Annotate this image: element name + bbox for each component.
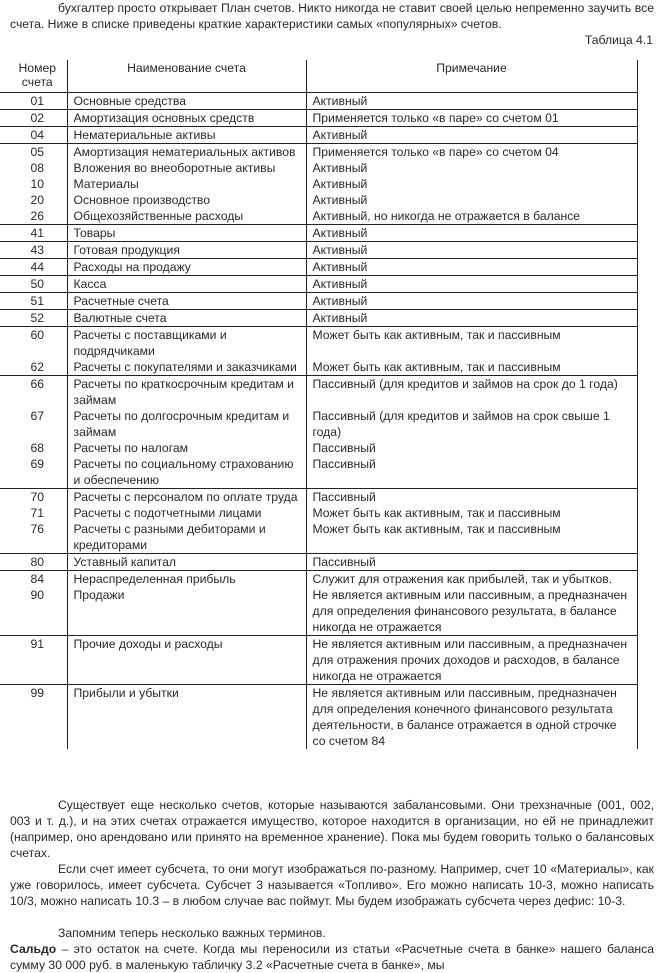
table-row [0, 554, 637, 571]
cell-account-number: 69 [0, 456, 67, 489]
cell-account-name: Расчеты по налогам [67, 440, 306, 456]
off-balance-paragraph: Существует еще несколько счетов, которые называются забалансовыми. Они трехзначные (001, 002, 003 и т. д.), и на этих счетах отражается имущество, которое находится в организации, но ей не принадлежит (например, оно арендовано или принято на временное хранение). Пока мы будем говорить только о балансовых счетах. [10, 798, 654, 860]
cell-account-name: Валютные счета [67, 310, 306, 327]
table-row [0, 225, 637, 242]
cell-note: Активный [306, 93, 637, 110]
cell-account-name: Нематериальные активы [67, 127, 306, 144]
cell-account-name: Расчеты с разными дебиторами и кредиторами [67, 521, 306, 554]
cell-account-number: 26 [0, 208, 67, 225]
intro-paragraph: бухгалтер просто открывает План счетов. Никто никогда не ставит своей целью непременно заучить все счета. Ниже в списке приведены краткие характеристики самых «популярных» счетов. [10, 1, 654, 31]
cell-account-number: 52 [0, 310, 67, 327]
cell-note: Может быть как активным, так и пассивным [306, 327, 637, 360]
table-row [0, 376, 637, 409]
cell-account-number: 10 [0, 176, 67, 192]
cell-account-number: 60 [0, 327, 67, 360]
cell-account-number: 84 [0, 571, 67, 588]
cell-note: Применяется только «в паре» со счетом 01 [306, 110, 637, 127]
cell-account-name: Амортизация нематериальных активов [67, 144, 306, 161]
cell-note: Активный [306, 225, 637, 242]
cell-account-name: Расчеты по долгосрочным кредитам и займам [67, 408, 306, 440]
cell-account-number: 66 [0, 376, 67, 409]
cell-account-name: Расчеты по краткосрочным кредитам и займам [67, 376, 306, 409]
cell-account-number: 50 [0, 276, 67, 293]
cell-account-number: 02 [0, 110, 67, 127]
table-row [0, 242, 637, 259]
table-row [0, 636, 637, 685]
cell-account-name: Товары [67, 225, 306, 242]
cell-note: Активный [306, 259, 637, 276]
header-account-name: Наименование счета [67, 60, 306, 93]
cell-account-name: Готовая продукция [67, 242, 306, 259]
cell-account-name: Расчеты с покупателями и заказчиками [67, 359, 306, 376]
cell-note: Активный [306, 276, 637, 293]
cell-account-number: 62 [0, 359, 67, 376]
table-header-row [0, 60, 637, 93]
cell-account-name: Прочие доходы и расходы [67, 636, 306, 685]
cell-account-number: 44 [0, 259, 67, 276]
table-row [0, 259, 637, 276]
cell-account-number: 67 [0, 408, 67, 440]
cell-account-number: 90 [0, 587, 67, 636]
table-row [0, 127, 637, 144]
table-row [0, 587, 637, 636]
cell-note: Активный [306, 242, 637, 259]
cell-note: Активный [306, 160, 637, 176]
table-row [0, 160, 637, 176]
cell-account-name: Расчетные счета [67, 293, 306, 310]
cell-account-number: 51 [0, 293, 67, 310]
cell-account-name: Расходы на продажу [67, 259, 306, 276]
cell-note: Пассивный [306, 554, 637, 571]
table-row [0, 276, 637, 293]
cell-account-number: 08 [0, 160, 67, 176]
header-account-number: Номер счета [0, 60, 67, 93]
cell-note: Активный [306, 176, 637, 192]
header-note: Примечание [306, 60, 637, 93]
cell-account-number: 41 [0, 225, 67, 242]
cell-note: Пассивный [306, 456, 637, 489]
cell-account-name: Расчеты с поставщиками и подрядчиками [67, 327, 306, 360]
subaccount-paragraph: Если счет имеет субсчета, то они могут изображаться по-разному. Например, счет 10 «Материалы», как уже говорилось, имеет субсчета. Субсчет 3 называется «Топливо». Его можно написать 10-3, можно написать 10/3, можно написать 10.3 – в любом случае вас поймут. Мы будем изображать субсчета через дефис: 10-3. [10, 862, 654, 908]
cell-account-number: 68 [0, 440, 67, 456]
saldo-term: Сальдо [10, 942, 57, 956]
cell-account-number: 05 [0, 144, 67, 161]
table-row [0, 408, 637, 440]
cell-note: Активный, но никогда не отражается в балансе [306, 208, 637, 225]
table-row [0, 359, 637, 376]
cell-note: Активный [306, 310, 637, 327]
cell-account-name: Основное производство [67, 192, 306, 208]
table-row [0, 505, 637, 521]
cell-note: Может быть как активным, так и пассивным [306, 359, 637, 376]
cell-note: Может быть как активным, так и пассивным [306, 521, 637, 554]
table-row [0, 571, 637, 588]
table-row [0, 293, 637, 310]
table-row [0, 208, 637, 225]
table-row [0, 327, 637, 360]
cell-note: Может быть как активным, так и пассивным [306, 505, 637, 521]
cell-note: Активный [306, 293, 637, 310]
saldo-definition: – это остаток на счете. Когда мы переносили из статьи «Расчетные счета в банке» нашего баланса сумму 30 000 руб. в маленькую табличку 3.2 «Расчетные счета в банке», мы [10, 942, 654, 972]
table-row [0, 685, 637, 750]
cell-account-number: 76 [0, 521, 67, 554]
accounts-table [0, 60, 638, 749]
cell-note: Служит для отражения как прибылей, так и убытков. [306, 571, 637, 588]
cell-note: Пассивный [306, 489, 637, 506]
terms-intro-paragraph: Запомним теперь несколько важных терминов. [58, 926, 326, 940]
cell-account-name: Материалы [67, 176, 306, 192]
table-row [0, 310, 637, 327]
table-row [0, 144, 637, 161]
cell-note: Не является активным или пассивным, а предназначен для отражения прочих доходов и расходов, в балансе никогда не отражается [306, 636, 637, 685]
cell-account-name: Нераспределенная прибыль [67, 571, 306, 588]
table-row [0, 192, 637, 208]
cell-account-number: 71 [0, 505, 67, 521]
table-caption: Таблица 4.1 [584, 33, 653, 47]
cell-account-name: Прибыли и убытки [67, 685, 306, 750]
cell-note: Активный [306, 127, 637, 144]
table-row [0, 440, 637, 456]
table-row [0, 93, 637, 110]
cell-account-name: Продажи [67, 587, 306, 636]
cell-note: Пассивный [306, 440, 637, 456]
cell-account-number: 43 [0, 242, 67, 259]
cell-note: Не является активным или пассивным, а предназначен для определения финансового результата, в балансе никогда не отражается [306, 587, 637, 636]
cell-account-name: Расчеты с персоналом по оплате труда [67, 489, 306, 506]
cell-account-number: 80 [0, 554, 67, 571]
saldo-paragraph [10, 941, 654, 973]
cell-account-number: 20 [0, 192, 67, 208]
table-row [0, 521, 637, 554]
cell-account-name: Расчеты по социальному страхованию и обеспечению [67, 456, 306, 489]
cell-account-name: Расчеты с подотчетными лицами [67, 505, 306, 521]
cell-account-name: Уставный капитал [67, 554, 306, 571]
cell-account-name: Вложения во внеоборотные активы [67, 160, 306, 176]
cell-account-name: Амортизация основных средств [67, 110, 306, 127]
table-row [0, 110, 637, 127]
cell-account-number: 04 [0, 127, 67, 144]
cell-account-number: 99 [0, 685, 67, 750]
cell-note: Применяется только «в паре» со счетом 04 [306, 144, 637, 161]
cell-note: Активный [306, 192, 637, 208]
cell-account-number: 91 [0, 636, 67, 685]
table-row [0, 176, 637, 192]
cell-account-name: Общехозяйственные расходы [67, 208, 306, 225]
cell-note: Пассивный (для кредитов и займов на срок свыше 1 года) [306, 408, 637, 440]
cell-note: Не является активным или пассивным, предназначен для определения конечного финансового результата деятельности, в балансе отражается в одной строчке со счетом 84 [306, 685, 637, 750]
cell-account-name: Касса [67, 276, 306, 293]
cell-account-number: 70 [0, 489, 67, 506]
cell-account-name: Основные средства [67, 93, 306, 110]
cell-note: Пассивный (для кредитов и займов на срок до 1 года) [306, 376, 637, 409]
table-row [0, 456, 637, 489]
cell-account-number: 01 [0, 93, 67, 110]
table-row [0, 489, 637, 506]
